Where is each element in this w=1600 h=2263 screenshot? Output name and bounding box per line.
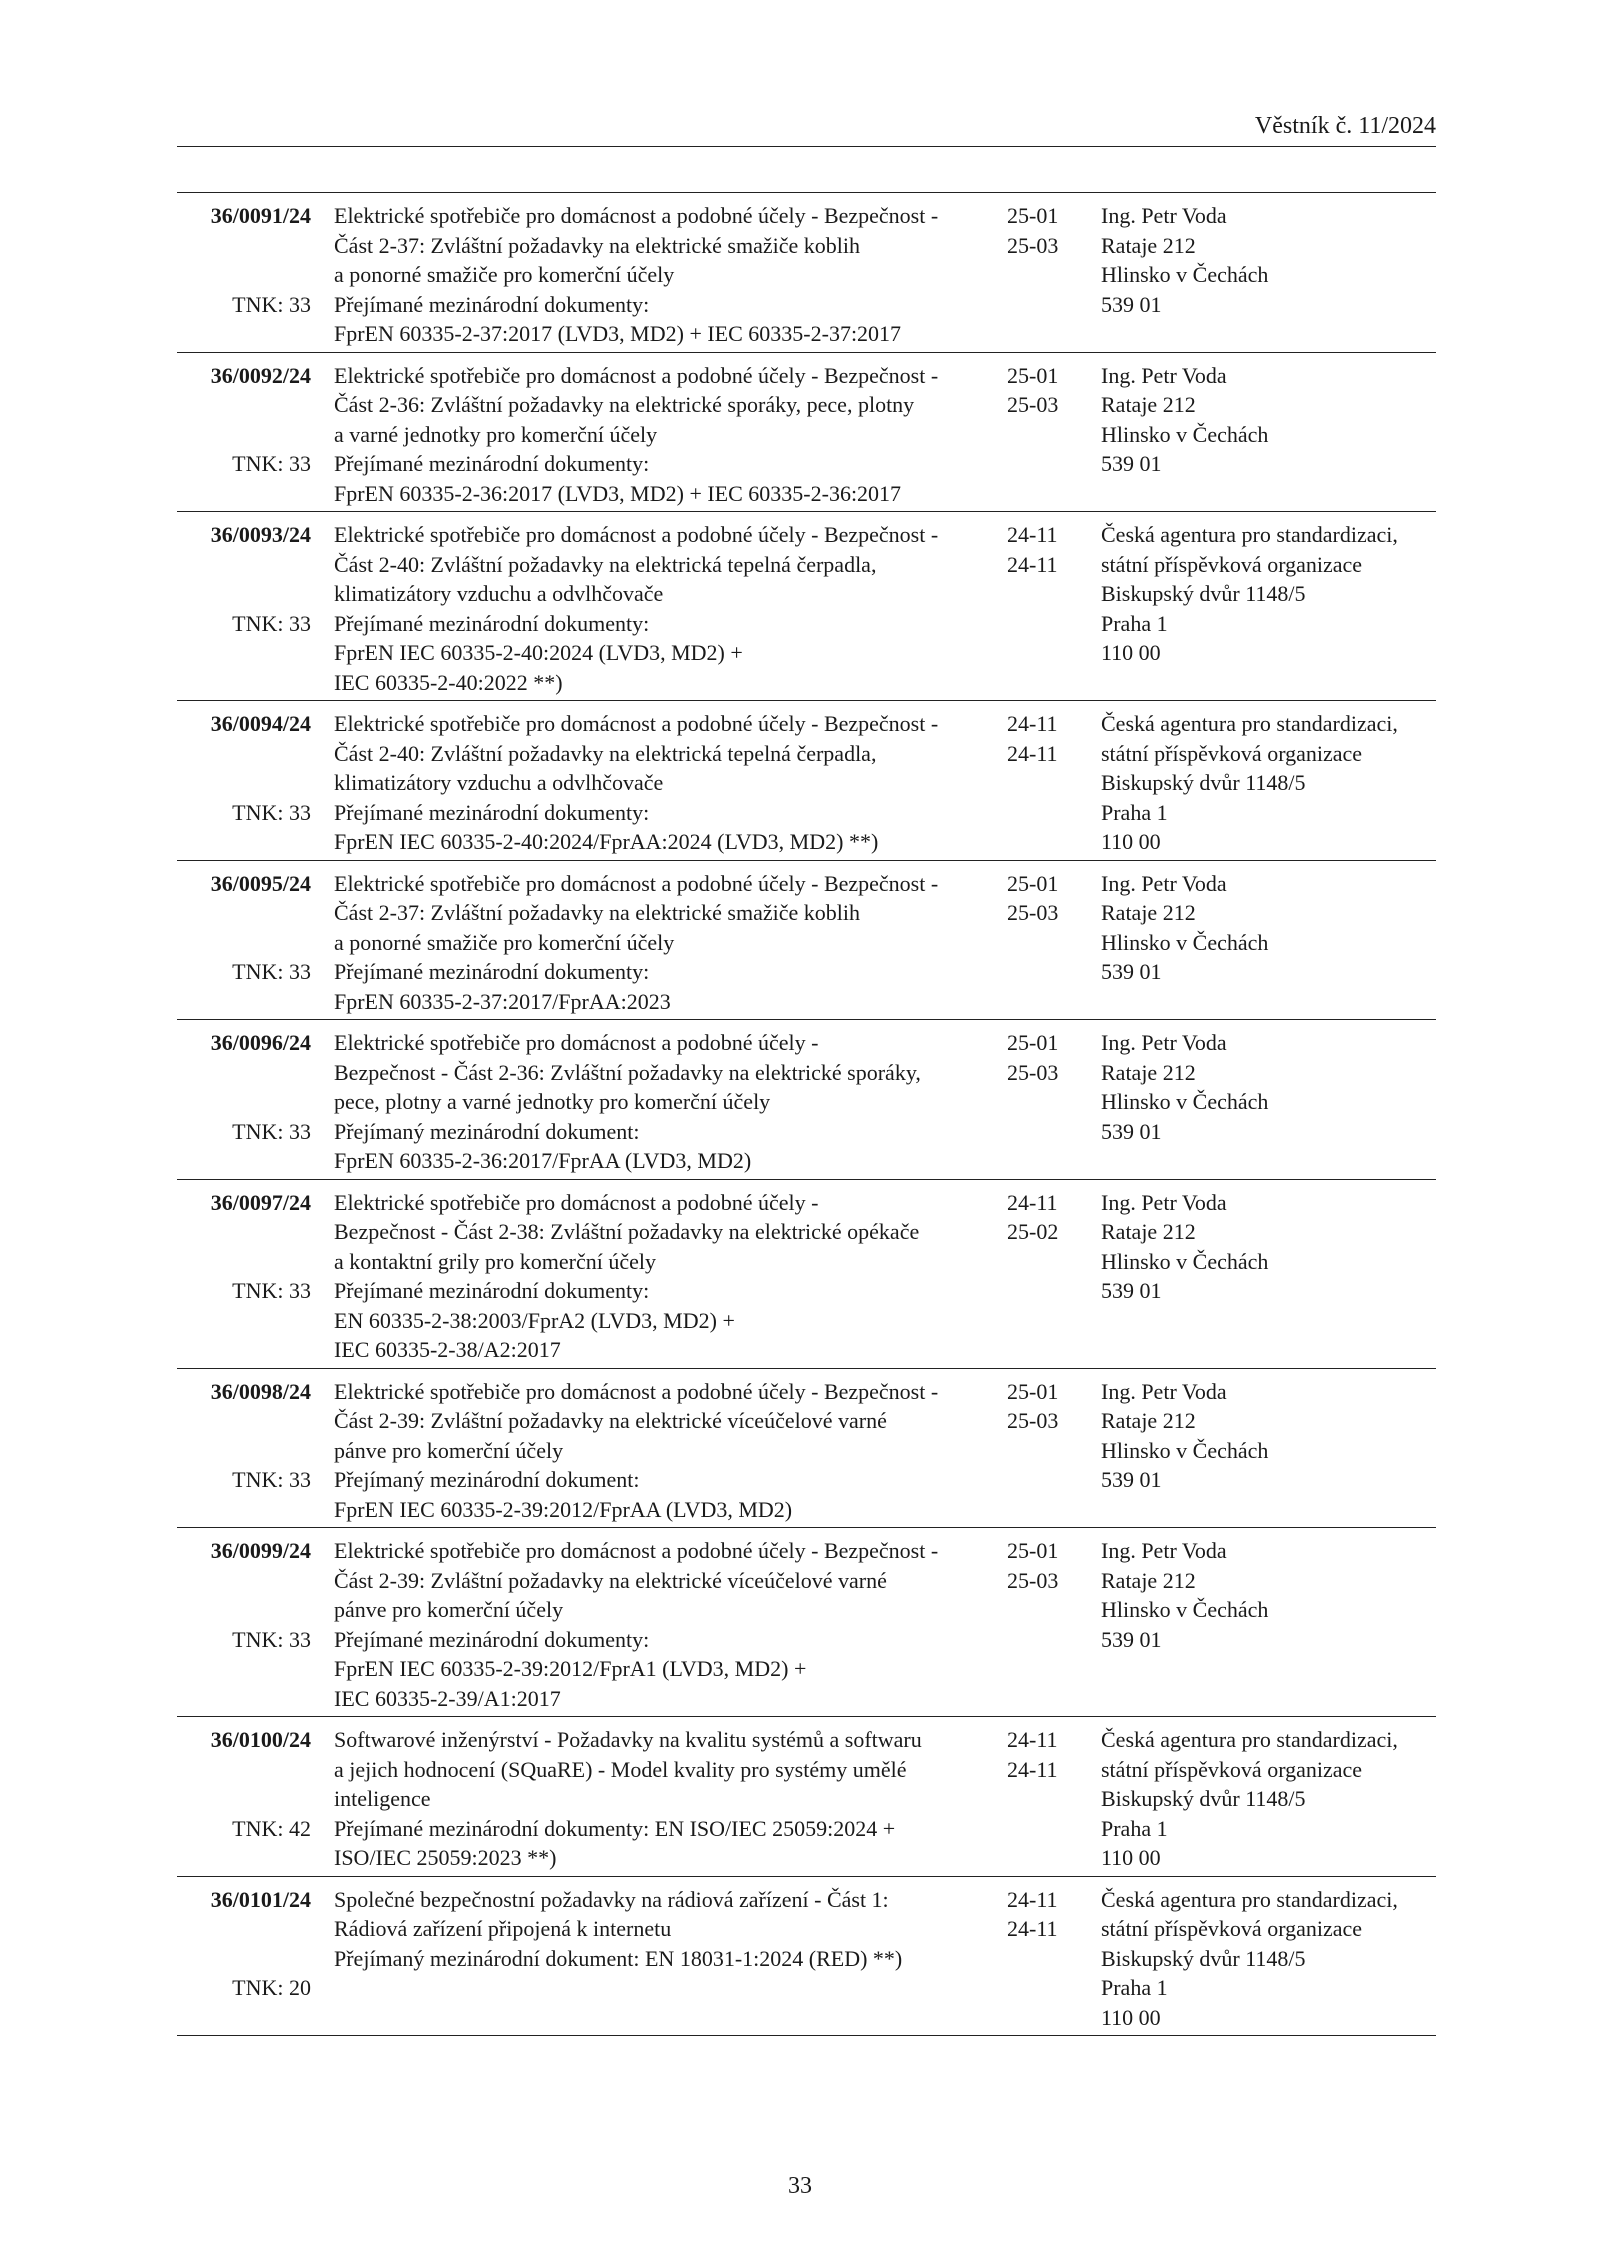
description-line: Přejímané mezinárodní dokumenty: bbox=[334, 799, 650, 825]
record-dates bbox=[1007, 709, 1077, 768]
description-line: a ponorné smažiče pro komerční účely bbox=[334, 262, 675, 287]
description-line: Rádiová zařízení připojená k internetu bbox=[334, 1916, 672, 1941]
date-end: 25-03 bbox=[1007, 392, 1059, 417]
address-line: Praha 1 bbox=[1101, 1975, 1168, 2000]
address-line: Praha 1 bbox=[1101, 610, 1168, 636]
address-line: Ing. Petr Voda bbox=[1101, 1030, 1227, 1055]
description-line: Přejímaný mezinárodní dokument: EN 18031-1:2024 (RED) **) bbox=[334, 1945, 903, 1971]
description-line: FprEN IEC 60335-2-39:2012/FprA1 (LVD3, MD2) + bbox=[334, 1656, 807, 1681]
record-dates bbox=[1007, 1536, 1077, 1595]
record-row-36/0091/24 bbox=[177, 193, 1436, 353]
record-row-36/0093/24 bbox=[177, 512, 1436, 701]
record-id-column bbox=[177, 1377, 311, 1495]
address-line: Praha 1 bbox=[1101, 1815, 1168, 1841]
address-line: Ing. Petr Voda bbox=[1101, 1189, 1227, 1215]
records-table bbox=[177, 192, 1436, 2036]
record-id-column bbox=[177, 361, 311, 479]
description-line: Přejímané mezinárodní dokumenty: bbox=[334, 610, 650, 636]
date-start: 24-11 bbox=[1007, 522, 1058, 547]
record-row-36/0094/24 bbox=[177, 701, 1436, 861]
description-line: IEC 60335-2-39/A1:2017 bbox=[334, 1685, 561, 1711]
address-line: 110 00 bbox=[1101, 829, 1161, 854]
date-start: 24-11 bbox=[1007, 711, 1058, 736]
record-description bbox=[334, 520, 994, 697]
description-line: klimatizátory vzduchu a odvlhčovače bbox=[334, 581, 664, 606]
date-end: 24-11 bbox=[1007, 1916, 1058, 1941]
record-row-36/0097/24 bbox=[177, 1180, 1436, 1369]
record-id: 36/0097/24 bbox=[210, 1189, 311, 1215]
record-dates bbox=[1007, 201, 1077, 260]
date-start: 25-01 bbox=[1007, 1378, 1059, 1404]
address-line: Rataje 212 bbox=[1101, 1219, 1196, 1244]
record-address bbox=[1101, 201, 1441, 319]
record-id-column bbox=[177, 709, 311, 827]
record-row-36/0099/24 bbox=[177, 1528, 1436, 1717]
record-address bbox=[1101, 1028, 1441, 1146]
record-id: 36/0096/24 bbox=[210, 1030, 311, 1055]
address-line: Hlinsko v Čechách bbox=[1101, 262, 1269, 287]
address-line: Česká agentura pro standardizaci, bbox=[1101, 1727, 1398, 1752]
date-start: 25-01 bbox=[1007, 1030, 1059, 1055]
date-end: 25-03 bbox=[1007, 1059, 1059, 1085]
description-line: Elektrické spotřebiče pro domácnost a podobné účely - Bezpečnost - bbox=[334, 711, 939, 736]
record-address bbox=[1101, 520, 1441, 668]
address-line: Rataje 212 bbox=[1101, 392, 1196, 417]
description-line: Elektrické spotřebiče pro domácnost a podobné účely - Bezpečnost - bbox=[334, 870, 939, 896]
record-id-column bbox=[177, 520, 311, 638]
date-end: 25-03 bbox=[1007, 900, 1059, 925]
address-line: Rataje 212 bbox=[1101, 1408, 1196, 1433]
date-start: 25-01 bbox=[1007, 362, 1059, 388]
date-end: 24-11 bbox=[1007, 551, 1058, 577]
description-line: ISO/IEC 25059:2023 **) bbox=[334, 1845, 557, 1870]
record-description bbox=[334, 1028, 994, 1176]
date-end: 25-03 bbox=[1007, 1408, 1059, 1433]
address-line: Biskupský dvůr 1148/5 bbox=[1101, 1786, 1306, 1811]
record-description bbox=[334, 1536, 994, 1713]
description-line: Část 2-36: Zvláštní požadavky na elektrické sporáky, pece, plotny bbox=[334, 392, 915, 417]
address-line: 539 01 bbox=[1101, 291, 1162, 317]
record-tnk: TNK: 33 bbox=[232, 1278, 311, 1303]
address-line: 539 01 bbox=[1101, 1626, 1162, 1652]
address-line: Praha 1 bbox=[1101, 799, 1168, 825]
address-line: Rataje 212 bbox=[1101, 900, 1196, 925]
record-description bbox=[334, 709, 994, 857]
record-address bbox=[1101, 1536, 1441, 1654]
description-line: pece, plotny a varné jednotky pro komerční účely bbox=[334, 1089, 771, 1114]
date-end: 24-11 bbox=[1007, 740, 1058, 766]
address-line: Ing. Petr Voda bbox=[1101, 1538, 1227, 1563]
record-id: 36/0093/24 bbox=[210, 522, 311, 547]
record-dates bbox=[1007, 361, 1077, 420]
record-id-column bbox=[177, 1028, 311, 1146]
description-line: Přejímané mezinárodní dokumenty: bbox=[334, 451, 650, 476]
record-id-column bbox=[177, 1188, 311, 1306]
address-line: Rataje 212 bbox=[1101, 1567, 1196, 1593]
description-line: Část 2-37: Zvláštní požadavky na elektrické smažiče koblih bbox=[334, 900, 861, 925]
record-id: 36/0100/24 bbox=[210, 1727, 311, 1752]
description-line: a ponorné smažiče pro komerční účely bbox=[334, 929, 675, 955]
description-line: Elektrické spotřebiče pro domácnost a podobné účely - Bezpečnost - bbox=[334, 1538, 939, 1563]
description-line: Přejímané mezinárodní dokumenty: bbox=[334, 291, 650, 317]
record-id-column bbox=[177, 201, 311, 319]
description-line: Elektrické spotřebiče pro domácnost a podobné účely - Bezpečnost - bbox=[334, 1378, 939, 1404]
record-address bbox=[1101, 1885, 1441, 2033]
address-line: Biskupský dvůr 1148/5 bbox=[1101, 770, 1306, 795]
description-line: FprEN 60335-2-37:2017/FprAA:2023 bbox=[334, 988, 671, 1014]
description-line: a kontaktní grily pro komerční účely bbox=[334, 1248, 656, 1274]
description-line: Elektrické spotřebiče pro domácnost a podobné účely - bbox=[334, 1030, 819, 1055]
page-number: 33 bbox=[788, 2173, 812, 2199]
address-line: Ing. Petr Voda bbox=[1101, 870, 1227, 896]
date-end: 24-11 bbox=[1007, 1756, 1058, 1782]
description-line: pánve pro komerční účely bbox=[334, 1597, 564, 1622]
description-line: FprEN IEC 60335-2-39:2012/FprAA (LVD3, MD2) bbox=[334, 1496, 793, 1522]
record-address bbox=[1101, 1188, 1441, 1306]
page-header-title: Věstník č. 11/2024 bbox=[1254, 113, 1436, 139]
record-id-column bbox=[177, 1885, 311, 2003]
address-line: státní příspěvková organizace bbox=[1101, 1916, 1363, 1941]
record-address bbox=[1101, 1377, 1441, 1495]
description-line: EN 60335-2-38:2003/FprA2 (LVD3, MD2) + bbox=[334, 1307, 735, 1333]
date-start: 25-01 bbox=[1007, 203, 1059, 228]
record-address bbox=[1101, 709, 1441, 857]
date-end: 25-03 bbox=[1007, 1567, 1059, 1593]
description-line: Přejímané mezinárodní dokumenty: bbox=[334, 959, 650, 984]
description-line: Elektrické spotřebiče pro domácnost a podobné účely - Bezpečnost - bbox=[334, 522, 939, 547]
description-line: Přejímaný mezinárodní dokument: bbox=[334, 1118, 640, 1144]
description-line: Bezpečnost - Část 2-38: Zvláštní požadavky na elektrické opékače bbox=[334, 1219, 920, 1244]
address-line: státní příspěvková organizace bbox=[1101, 1756, 1363, 1782]
date-start: 25-01 bbox=[1007, 870, 1059, 896]
description-line: FprEN 60335-2-36:2017 (LVD3, MD2) + IEC 60335-2-36:2017 bbox=[334, 480, 902, 506]
record-tnk: TNK: 33 bbox=[232, 959, 311, 984]
description-line: Část 2-40: Zvláštní požadavky na elektrická tepelná čerpadla, bbox=[334, 740, 877, 766]
record-dates bbox=[1007, 520, 1077, 579]
description-line: FprEN IEC 60335-2-40:2024/FprAA:2024 (LVD3, MD2) **) bbox=[334, 829, 879, 854]
address-line: 110 00 bbox=[1101, 1845, 1161, 1870]
record-address bbox=[1101, 361, 1441, 479]
record-tnk: TNK: 33 bbox=[232, 799, 311, 825]
description-line: FprEN 60335-2-36:2017/FprAA (LVD3, MD2) bbox=[334, 1148, 752, 1173]
record-tnk: TNK: 20 bbox=[232, 1975, 311, 2000]
record-id: 36/0101/24 bbox=[210, 1886, 311, 1912]
record-row-36/0101/24 bbox=[177, 1877, 1436, 2037]
description-line: Softwarové inženýrství - Požadavky na kvalitu systémů a softwaru bbox=[334, 1727, 922, 1752]
description-line: Přejímané mezinárodní dokumenty: EN ISO/IEC 25059:2024 + bbox=[334, 1815, 896, 1841]
date-start: 24-11 bbox=[1007, 1727, 1058, 1752]
description-line: Přejímané mezinárodní dokumenty: bbox=[334, 1626, 650, 1652]
record-tnk: TNK: 33 bbox=[232, 451, 311, 476]
description-line: IEC 60335-2-40:2022 **) bbox=[334, 669, 563, 695]
description-line: a jejich hodnocení (SQuaRE) - Model kvality pro systémy umělé bbox=[334, 1756, 907, 1782]
address-line: 539 01 bbox=[1101, 959, 1162, 984]
address-line: Ing. Petr Voda bbox=[1101, 203, 1227, 228]
description-line: Část 2-37: Zvláštní požadavky na elektrické smažiče koblih bbox=[334, 232, 861, 258]
record-description bbox=[334, 1377, 994, 1525]
date-end: 25-03 bbox=[1007, 232, 1059, 258]
record-id-column bbox=[177, 1536, 311, 1654]
description-line: Elektrické spotřebiče pro domácnost a podobné účely - bbox=[334, 1189, 819, 1215]
description-line: Elektrické spotřebiče pro domácnost a podobné účely - Bezpečnost - bbox=[334, 362, 939, 388]
date-start: 24-11 bbox=[1007, 1189, 1058, 1215]
description-line: klimatizátory vzduchu a odvlhčovače bbox=[334, 770, 664, 795]
record-description bbox=[334, 1188, 994, 1365]
record-id: 36/0092/24 bbox=[210, 362, 311, 388]
record-id-column bbox=[177, 1725, 311, 1843]
record-id: 36/0098/24 bbox=[210, 1378, 311, 1404]
record-tnk: TNK: 33 bbox=[232, 1467, 311, 1492]
address-line: Česká agentura pro standardizaci, bbox=[1101, 522, 1398, 547]
description-line: Elektrické spotřebiče pro domácnost a podobné účely - Bezpečnost - bbox=[334, 203, 939, 228]
description-line: Přejímaný mezinárodní dokument: bbox=[334, 1467, 640, 1492]
description-line: a varné jednotky pro komerční účely bbox=[334, 421, 658, 447]
description-line: FprEN 60335-2-37:2017 (LVD3, MD2) + IEC 60335-2-37:2017 bbox=[334, 321, 902, 346]
description-line: Část 2-40: Zvláštní požadavky na elektrická tepelná čerpadla, bbox=[334, 551, 877, 577]
address-line: Hlinsko v Čechách bbox=[1101, 1597, 1269, 1622]
date-start: 25-01 bbox=[1007, 1538, 1059, 1563]
description-line: IEC 60335-2-38/A2:2017 bbox=[334, 1337, 561, 1362]
record-description bbox=[334, 869, 994, 1017]
record-description bbox=[334, 361, 994, 509]
address-line: Česká agentura pro standardizaci, bbox=[1101, 1886, 1398, 1912]
record-row-36/0100/24 bbox=[177, 1717, 1436, 1877]
record-address bbox=[1101, 869, 1441, 987]
address-line: 539 01 bbox=[1101, 1118, 1162, 1144]
description-line: pánve pro komerční účely bbox=[334, 1437, 564, 1463]
record-tnk: TNK: 33 bbox=[232, 610, 311, 636]
record-dates bbox=[1007, 869, 1077, 928]
address-line: Hlinsko v Čechách bbox=[1101, 1248, 1269, 1274]
date-end: 25-02 bbox=[1007, 1219, 1059, 1244]
description-line: Část 2-39: Zvláštní požadavky na elektrické víceúčelové varné bbox=[334, 1408, 887, 1433]
address-line: Rataje 212 bbox=[1101, 232, 1196, 258]
header-divider bbox=[177, 146, 1436, 147]
record-address bbox=[1101, 1725, 1441, 1873]
address-line: Ing. Petr Voda bbox=[1101, 1378, 1227, 1404]
record-tnk: TNK: 33 bbox=[232, 291, 311, 317]
description-line: Společné bezpečnostní požadavky na rádiová zařízení - Část 1: bbox=[334, 1886, 889, 1912]
record-row-36/0092/24 bbox=[177, 353, 1436, 513]
record-id: 36/0099/24 bbox=[210, 1538, 311, 1563]
address-line: Hlinsko v Čechách bbox=[1101, 1089, 1269, 1114]
record-tnk: TNK: 42 bbox=[232, 1815, 311, 1841]
date-start: 24-11 bbox=[1007, 1886, 1058, 1912]
address-line: Hlinsko v Čechách bbox=[1101, 1437, 1269, 1463]
address-line: Hlinsko v Čechách bbox=[1101, 929, 1269, 955]
description-line: inteligence bbox=[334, 1786, 431, 1811]
address-line: Biskupský dvůr 1148/5 bbox=[1101, 1945, 1306, 1971]
address-line: státní příspěvková organizace bbox=[1101, 740, 1363, 766]
record-dates bbox=[1007, 1188, 1077, 1247]
address-line: Rataje 212 bbox=[1101, 1059, 1196, 1085]
record-id: 36/0091/24 bbox=[210, 203, 311, 228]
record-tnk: TNK: 33 bbox=[232, 1118, 311, 1144]
record-row-36/0096/24 bbox=[177, 1020, 1436, 1180]
record-row-36/0095/24 bbox=[177, 861, 1436, 1021]
record-dates bbox=[1007, 1725, 1077, 1784]
address-line: státní příspěvková organizace bbox=[1101, 551, 1363, 577]
address-line: 539 01 bbox=[1101, 451, 1162, 476]
record-row-36/0098/24 bbox=[177, 1369, 1436, 1529]
record-dates bbox=[1007, 1028, 1077, 1087]
address-line: 110 00 bbox=[1101, 2004, 1161, 2030]
address-line: 539 01 bbox=[1101, 1467, 1162, 1492]
description-line: FprEN IEC 60335-2-40:2024 (LVD3, MD2) + bbox=[334, 640, 743, 665]
description-line: Část 2-39: Zvláštní požadavky na elektrické víceúčelové varné bbox=[334, 1567, 887, 1593]
address-line: 539 01 bbox=[1101, 1278, 1162, 1303]
record-description bbox=[334, 201, 994, 349]
record-tnk: TNK: 33 bbox=[232, 1626, 311, 1652]
record-id: 36/0094/24 bbox=[210, 711, 311, 736]
record-dates bbox=[1007, 1885, 1077, 1944]
record-description bbox=[334, 1725, 994, 1873]
record-description bbox=[334, 1885, 994, 1974]
address-line: Česká agentura pro standardizaci, bbox=[1101, 711, 1398, 736]
record-dates bbox=[1007, 1377, 1077, 1436]
address-line: 110 00 bbox=[1101, 640, 1161, 665]
record-id-column bbox=[177, 869, 311, 987]
address-line: Biskupský dvůr 1148/5 bbox=[1101, 581, 1306, 606]
record-id: 36/0095/24 bbox=[210, 870, 311, 896]
description-line: Bezpečnost - Část 2-36: Zvláštní požadavky na elektrické sporáky, bbox=[334, 1059, 921, 1085]
address-line: Hlinsko v Čechách bbox=[1101, 421, 1269, 447]
description-line: Přejímané mezinárodní dokumenty: bbox=[334, 1278, 650, 1303]
address-line: Ing. Petr Voda bbox=[1101, 362, 1227, 388]
